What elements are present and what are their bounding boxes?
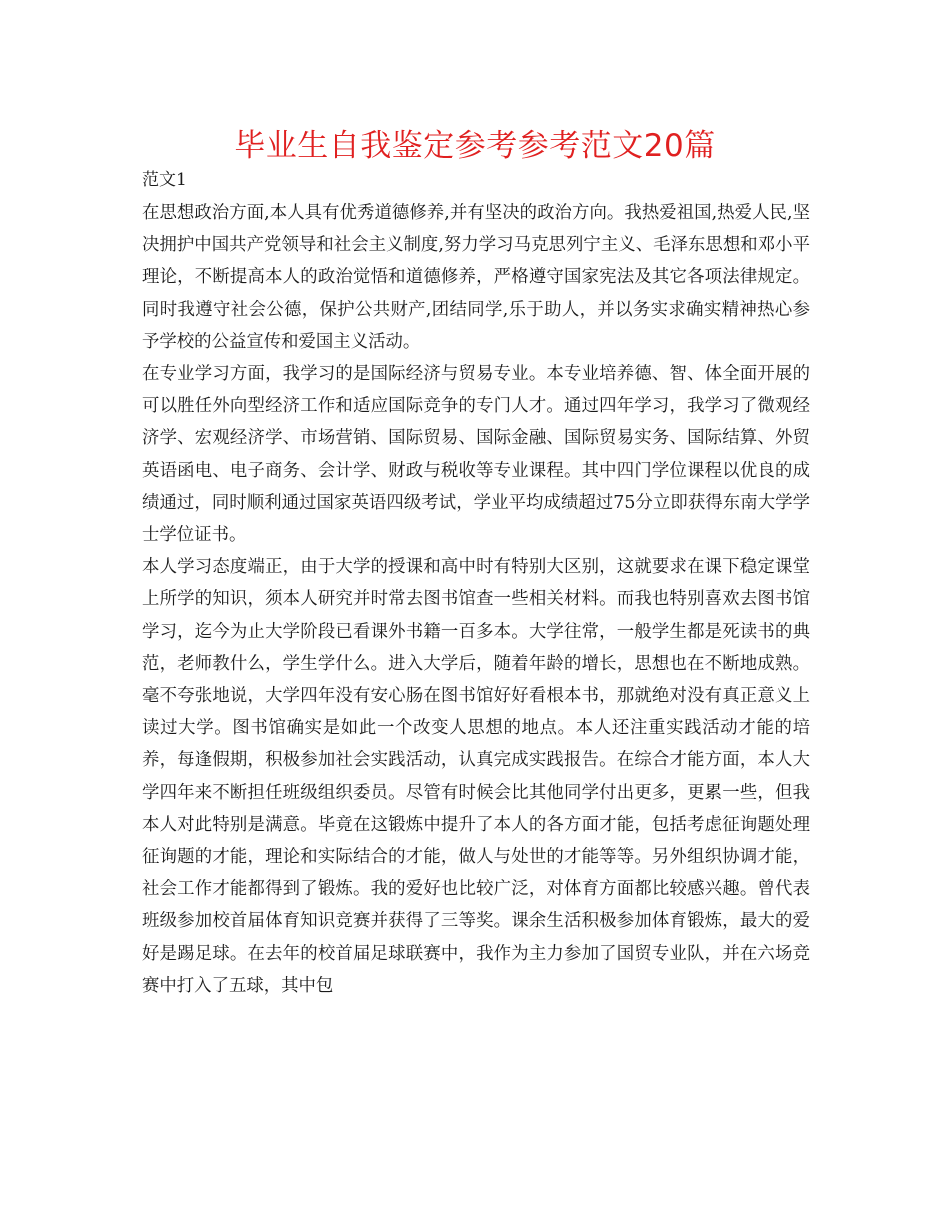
paragraph-study: 在专业学习方面，我学习的是国际经济与贸易专业。本专业培养德、智、体全面开展的可以胜任外向型经济工作和适应国际竞争的专门人才。通过四年学习，我学习了微观经济学、宏观经济学、市场营销、国际贸易、国际金融、国际贸易实务、国际结算、外贸英语函电、电子商务、会计学、财政与税收等专业课程。其中四门学位课程以优良的成绩通过，同时顺利通过国家英语四级考试，学业平均成绩超过75分立即获得东南大学学士学位证书。 bbox=[142, 364, 810, 546]
paragraph-politics: 在思想政治方面,本人具有优秀道德修养,并有坚决的政治方向。我热爱祖国,热爱人民,坚决拥护中国共产党领导和社会主义制度,努力学习马克思列宁主义、毛泽东思想和邓小平理论，不断提高本人的政治觉悟和道德修养，严格遵守国家宪法及其它各项法律规定。同时我遵守社会公德，保护公共财产,团结同学,乐于助人，并以务实求确实精神热心参予学校的公益宣传和爱国主义活动。 bbox=[142, 203, 810, 352]
document-body bbox=[142, 166, 810, 1002]
document-title: 毕业生自我鉴定参考参考范文20篇 bbox=[234, 128, 716, 164]
section-label: 范文1 bbox=[142, 170, 187, 190]
paragraph-attitude: 本人学习态度端正，由于大学的授课和高中时有特别大区别，这就要求在课下稳定课堂上所学的知识，须本人研究并时常去图书馆查一些相关材料。而我也特别喜欢去图书馆学习，迄今为止大学阶段已看课外书籍一百多本。大学往常，一般学生都是死读书的典范，老师教什么，学生学什么。进入大学后，随着年龄的增长，思想也在不断地成熟。毫不夸张地说，大学四年没有安心肠在图书馆好好看根本书，那就绝对没有真正意义上读过大学。图书馆确实是如此一个改变人思想的地点。本人还注重实践活动才能的培养，每逢假期，积极参加社会实践活动，认真完成实践报告。在综合才能方面，本人大学四年来不断担任班级组织委员。尽管有时候会比其他同学付出更多，更累一些，但我本人对此特别是满意。毕竟在这锻炼中提升了本人的各方面才能，包括考虑征询题处理征询题的才能，理论和实际结合的才能，做人与处世的才能等等。另外组织协调才能，社会工作才能都得到了锻炼。我的爱好也比较广泛，对体育方面都比较感兴趣。曾代表班级参加校首届体育知识竞赛并获得了三等奖。课余生活积极参加体育锻炼，最大的爱好是踢足球。在去年的校首届足球联赛中，我作为主力参加了国贸专业队，并在六场竞赛中打入了五球，其中包 bbox=[142, 557, 810, 996]
